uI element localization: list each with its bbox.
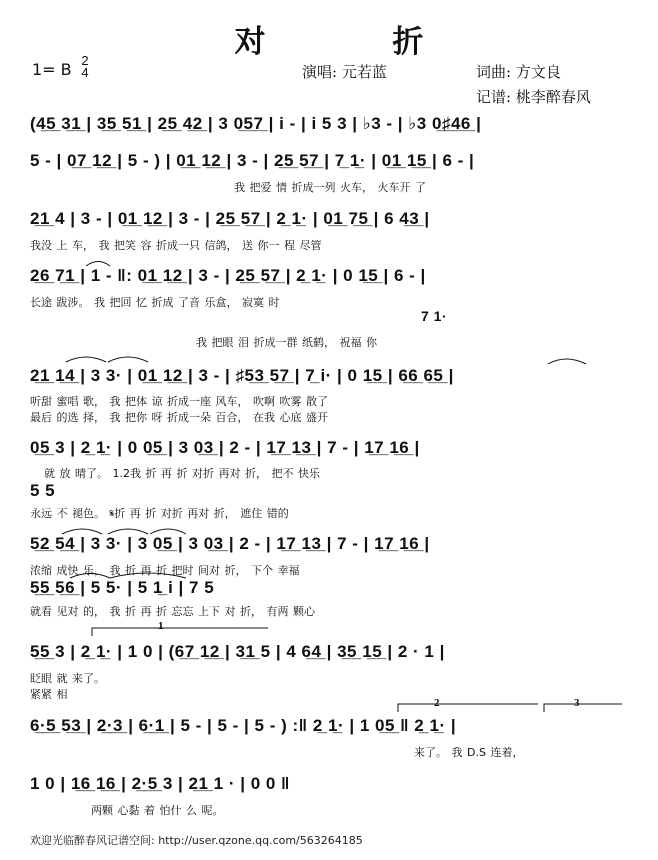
- lyric-line-7b: 就看 见对 的， 我 折 再 折 忘忘 上下 对 折， 有两 颗心: [30, 605, 315, 618]
- score-line-6: 0̲5̲ 3 | 2̲ 1̲· | 0 0̲5̲ | 3 0̲3̲ | 2 - | 1̲7̲ 1̲3̲ | 7 - | 1̲7̲ 1̲6̲ |: [30, 438, 420, 457]
- time-signature: [78, 55, 92, 79]
- score-line-2: 5 - | 0̲7̲ 1̲2̲ | 5 - ) | 0̲1̲ 1̲2̲ | 3 - | 2̲5̲ 5̲7̲ | 7̲ 1̲· | 0̲1̲ 1̲5̲ | 6 - |: [30, 151, 475, 170]
- transcriber-credit: 记谱: 桃李醉春风: [476, 88, 591, 106]
- slur-mark: [108, 357, 148, 362]
- variant-notes-4: 7 1·: [421, 308, 448, 324]
- volta-1-label: 1: [158, 620, 164, 632]
- volta-3-bracket: [544, 704, 622, 712]
- slur-mark: [548, 359, 586, 364]
- lyric-line-9: 来了。 我 D.S 连着，: [414, 746, 524, 759]
- time-signature-top: 2: [81, 53, 89, 68]
- volta-2-bracket: [398, 704, 538, 712]
- lyric-line-4b: 我 把眼 泪 折成一群 纸鹤， 祝福 你: [196, 336, 377, 349]
- footer-credit: 欢迎光临醉春风记谱空间: http://user.qzone.qq.com/563264185: [30, 834, 363, 847]
- lyric-line-6b: 永远 不 褪色。 𝄋折 再 折 对折 再对 折， 遮住 错的: [30, 507, 289, 520]
- lyric-line-8b: 紧紧 相: [30, 688, 68, 701]
- variant-notes-6: 5 5: [30, 481, 56, 500]
- score-line-1: (4̲5̲ 3̲1̲ | 3̲5̲ 5̲1̲ | 2̲5̲ 4̲2̲ | 3 0̲5̲7̲ | i - | i 5 3 | ♭3 - | ♭3 0̲♯̲4̲6̲ |: [30, 114, 482, 133]
- score-line-7: 5̲2̲ 5̲4̲ | 3 3· | 3 0̲5̲ | 3 0̲3̲ | 2 - | 1̲7̲ 1̲3̲ | 7 - | 1̲7̲ 1̲6̲ |: [30, 534, 430, 553]
- score-line-3: 2̲1̲ 4 | 3 - | 0̲1̲ 1̲2̲ | 3 - | 2̲5̲ 5̲7̲ | 2̲ 1̲· | 0̲1̲ 7̲5̲ | 6 4̲3̲ |: [30, 209, 430, 228]
- score-line-5: 2̲1̲ 1̲4̲ | 3 3· | 0̲1̲ 1̲2̲ | 3 - | ♯5̲3̲ 5̲7̲ | 7̲ i· | 0 1̲5̲ | 6̲6̲ 6̲5̲ |: [30, 366, 454, 385]
- volta-1-bracket: [92, 628, 268, 636]
- composer-credit: 词曲: 方文良: [476, 63, 561, 81]
- lyric-line-7a: 浓缩 成快 乐， 我 折 再 折 把时 间对 折， 下个 幸福: [30, 564, 300, 577]
- volta-2-label: 2: [434, 697, 440, 709]
- lyric-line-4a: 长途 跋涉。 我 把回 忆 折成 了音 乐盒， 寂寞 时: [30, 296, 280, 309]
- lyric-line-10: 两颗 心黏 着 怕什 么 呢。: [91, 804, 224, 817]
- lyric-line-3: 我没 上 车， 我 把笑 容 折成一只 信鸽， 送 你一 程 尽管: [30, 239, 322, 252]
- lyric-line-2: 我 把爱 情 折成一列 火车， 火车开 了: [234, 181, 426, 194]
- song-title: 对 折: [234, 24, 482, 60]
- score-line-10: 1 0 | 1̲6̲ 1̲6̲ | 2̲·̲5̲ 3 | 2̲1̲ 1 · | 0 0 ‖: [30, 774, 291, 793]
- lyric-line-5a: 听甜 蜜唱 歌， 我 把体 谅 折成一座 风车， 吹啊 吹雾 散了: [30, 395, 328, 408]
- singer-credit: 演唱: 元若蓝: [302, 63, 387, 81]
- score-line-8: 5̲5̲ 3 | 2̲ 1̲· | 1 0 | (6̲7̲ 1̲2̲ | 3̲1̲ 5 | 4 6̲4̲ | 3̲5̲ 1̲5̲ | 2 · 1 |: [30, 642, 445, 661]
- slur-mark: [66, 357, 106, 362]
- key-signature: 1= B: [32, 60, 72, 79]
- lyric-line-6a: 就 放 晴了。 1.2我 折 再 折 对折 再对 折， 把不 快乐: [44, 467, 320, 480]
- lyric-line-5b: 最后 的选 择， 我 把你 呀 折成一朵 百合， 在我 心底 盛开: [30, 411, 328, 424]
- time-signature-bottom: 4: [81, 65, 89, 80]
- volta-3-label: 3: [574, 697, 580, 709]
- score-line-9: 6̲·̲5̲ 5̲3̲ | 2̲·̲3̲ | 6̲·̲1̲ | 5 - | 5 - | 5 - ) :‖ 2̲ 1̲· | 1 0̲5̲ ‖ 2̲ 1̲· |: [30, 716, 457, 735]
- score-line-4: 2̲6̲ 7̲1̲ | 1 - ‖: 0̲1̲ 1̲2̲ | 3 - | 2̲5̲ 5̲7̲ | 2̲ 1̲· | 0 1̲5̲ | 6 - |: [30, 266, 426, 285]
- lyric-line-8a: 眨眼 就 来了。: [30, 672, 105, 685]
- variant-notes-7: 5̲5̲ 5̲6̲ | 5 5· | 5 1̲ i | 7 5: [30, 578, 215, 597]
